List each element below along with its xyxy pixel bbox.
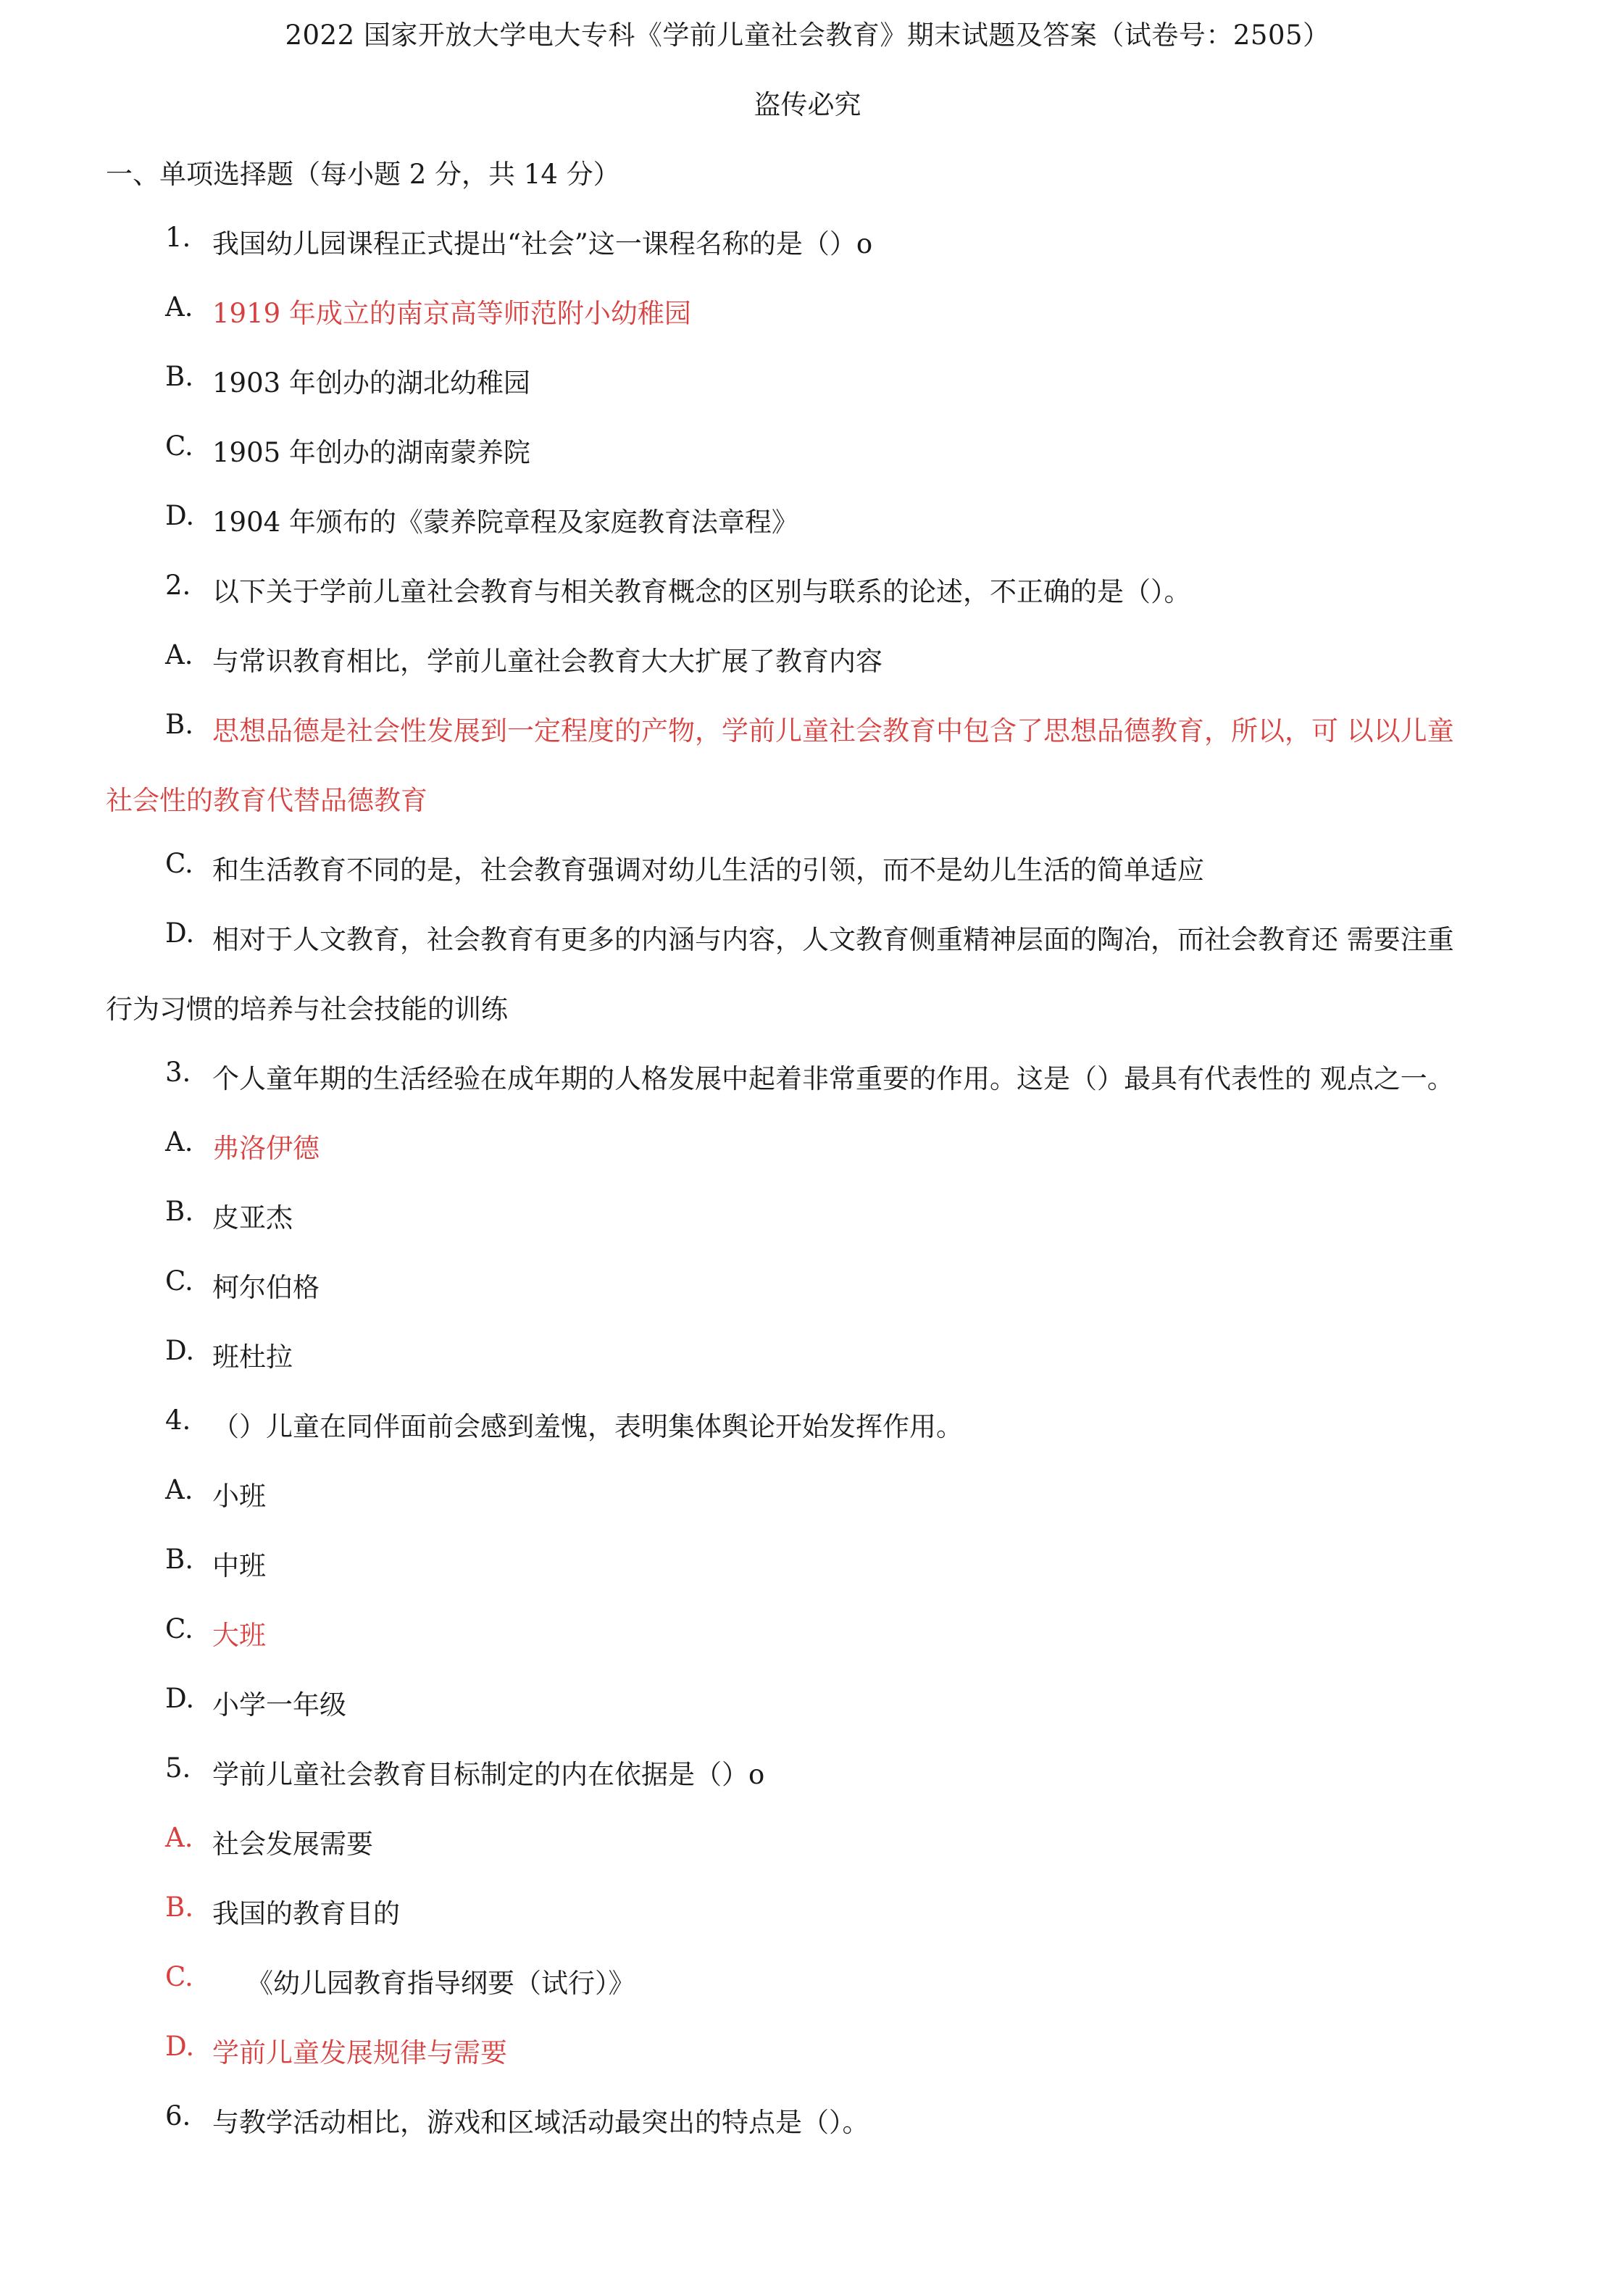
option-b-answer: 思想品德是社会性发展到一定程度的产物，学前儿童社会教育中包含了思想品德教育，所以，可 以以儿童 xyxy=(212,715,1454,746)
option-label: A. xyxy=(165,639,193,670)
option-d: 1904 年颁布的《蒙养院章程及家庭教育法章程》 xyxy=(212,507,798,538)
option-label: C. xyxy=(165,1613,193,1644)
option-a: 与常识教育相比，学前儿童社会教育大大扩展了教育内容 xyxy=(212,646,882,677)
option-d: 小学一年级 xyxy=(212,1689,346,1721)
document-subtitle: 盗传必究 xyxy=(754,89,861,120)
option-d-continued: 行为习惯的培养与社会技能的训练 xyxy=(106,994,508,1025)
document-title: 2022 国家开放大学电大专科《学前儿童社会教育》期末试题及答案（试卷号：2505） xyxy=(285,20,1330,51)
option-a-answer: 弗洛伊德 xyxy=(212,1133,320,1164)
question-number: 3. xyxy=(165,1057,191,1088)
question-number: 6. xyxy=(165,2100,191,2131)
option-label: B. xyxy=(165,361,193,392)
option-c-answer: 大班 xyxy=(212,1620,266,1651)
option-label: D. xyxy=(165,918,195,949)
option-label: B. xyxy=(165,1196,193,1227)
question-stem: 与教学活动相比，游戏和区域活动最突出的特点是（）。 xyxy=(212,2107,869,2138)
option-label: B. xyxy=(165,1544,193,1575)
option-label: A. xyxy=(165,1822,193,1853)
option-label: A. xyxy=(165,1474,193,1505)
question-stem: 学前儿童社会教育目标制定的内在依据是（）o xyxy=(212,1759,765,1790)
option-b-answer-continued: 社会性的教育代替品德教育 xyxy=(106,785,427,816)
option-label: C. xyxy=(165,1265,193,1297)
question-number: 5. xyxy=(165,1752,191,1784)
option-b: 我国的教育目的 xyxy=(212,1898,400,1929)
option-label: B. xyxy=(165,1892,193,1923)
question-stem: 以下关于学前儿童社会教育与相关教育概念的区别与联系的论述，不正确的是（）。 xyxy=(212,576,1191,607)
option-b: 1903 年创办的湖北幼稚园 xyxy=(212,367,530,399)
option-c: 和生活教育不同的是，社会教育强调对幼儿生活的引领，而不是幼儿生活的简单适应 xyxy=(212,854,1204,886)
question-number: 4. xyxy=(165,1405,191,1436)
question-stem: 我国幼儿园课程正式提出“社会”这一课程名称的是（）o xyxy=(212,228,873,259)
option-label: D. xyxy=(165,1683,195,1714)
option-label: C. xyxy=(165,848,193,879)
option-d-answer: 学前儿童发展规律与需要 xyxy=(212,2037,507,2068)
option-a-answer: 1919 年成立的南京高等师范附小幼稚园 xyxy=(212,298,691,329)
option-label: D. xyxy=(165,1335,195,1366)
option-label: A. xyxy=(165,1126,193,1157)
option-label: C. xyxy=(165,430,193,462)
option-d: 班杜拉 xyxy=(212,1342,293,1373)
question-number: 2. xyxy=(165,570,191,601)
option-c: 柯尔伯格 xyxy=(212,1272,320,1303)
option-label: B. xyxy=(165,709,193,740)
question-stem: （）儿童在同伴面前会感到羞愧，表明集体舆论开始发挥作用。 xyxy=(212,1411,963,1442)
option-label: D. xyxy=(165,2031,195,2062)
option-a: 小班 xyxy=(212,1481,266,1512)
option-c: 《幼儿园教育指导纲要（试行）》 xyxy=(246,1968,635,1999)
question-number: 1. xyxy=(165,222,191,253)
option-b: 中班 xyxy=(212,1550,266,1581)
option-label: C. xyxy=(165,1961,193,1992)
option-a: 社会发展需要 xyxy=(212,1829,373,1860)
option-c: 1905 年创办的湖南蒙养院 xyxy=(212,437,530,468)
option-label: A. xyxy=(165,291,193,323)
question-stem: 个人童年期的生活经验在成年期的人格发展中起着非常重要的作用。这是（）最具有代表性的 观点之一。 xyxy=(212,1063,1454,1094)
option-label: D. xyxy=(165,500,195,531)
section-heading: 一、单项选择题（每小题 2 分，共 14 分） xyxy=(106,159,620,190)
option-b: 皮亚杰 xyxy=(212,1202,293,1234)
option-d: 相对于人文教育，社会教育有更多的内涵与内容，人文教育侧重精神层面的陶冶，而社会教育还 需要注重 xyxy=(212,924,1454,955)
